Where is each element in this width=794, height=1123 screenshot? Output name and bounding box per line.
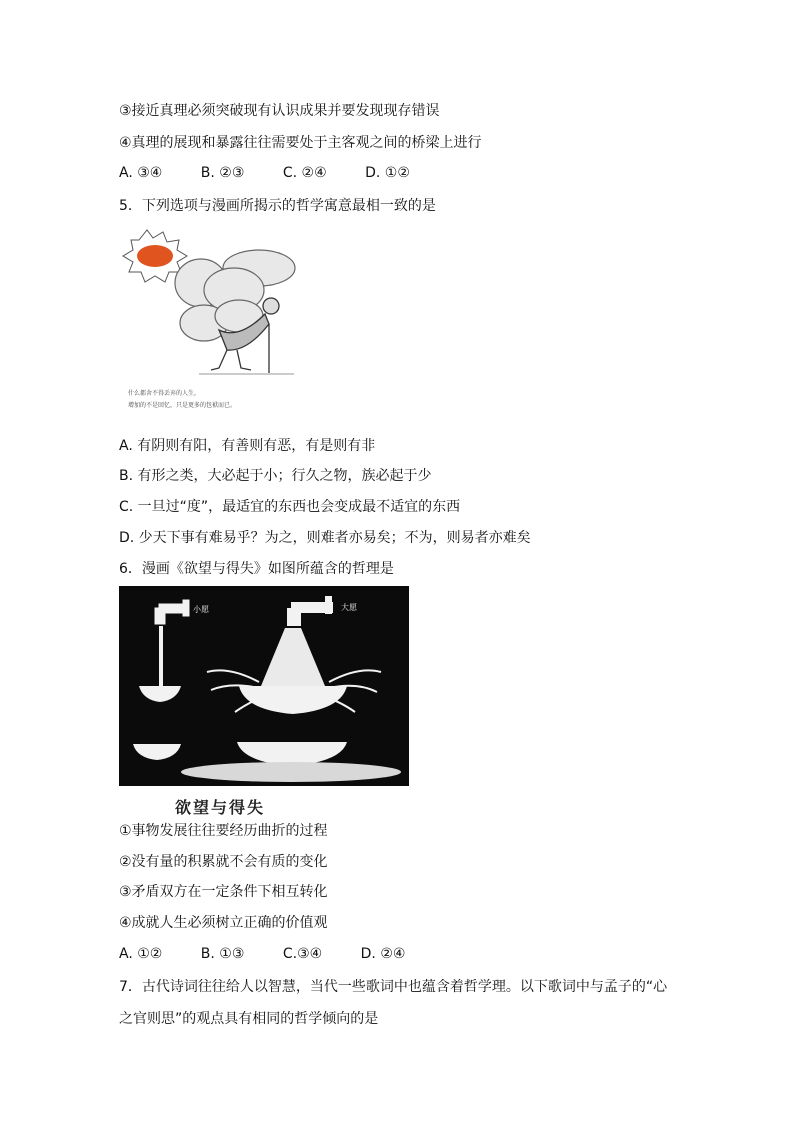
- q6-option-d[interactable]: D. ②④: [360, 946, 406, 962]
- desire-cartoon-drawing: [119, 586, 409, 786]
- q4-item-4: ④真理的展现和暴露往往需要处于主客观之间的桥梁上进行: [119, 135, 482, 151]
- big-faucet-label: 大愿: [341, 603, 357, 612]
- small-bowl-bottom: [133, 744, 181, 760]
- q5-option-b[interactable]: B. 有形之类，大必起于小；行久之物，族必起于少: [119, 468, 432, 484]
- q7-stem-line2: 之官则思”的观点具有相同的哲学倾向的是: [119, 1011, 379, 1027]
- q6-item-1: ①事物发展往往要经历曲折的过程: [119, 823, 328, 839]
- small-bowl-full: [139, 686, 181, 702]
- big-stream: [261, 628, 325, 686]
- small-faucet-icon: [155, 600, 189, 624]
- burden-cartoon-drawing: [119, 228, 312, 388]
- q5-stem: 5．下列选项与漫画所揭示的哲学寓意最相一致的是: [119, 198, 436, 214]
- q4-options: [119, 163, 410, 183]
- cartoon-caption-line2: 增加的不是回忆，只是更多的包袱而已。: [128, 402, 237, 409]
- q6-item-2: ②没有量的积累就不会有质的变化: [119, 854, 328, 870]
- q4-option-a[interactable]: A. ③④: [119, 165, 163, 181]
- q4-option-d[interactable]: D. ①②: [365, 165, 410, 181]
- q6-options: [119, 944, 405, 964]
- q5-option-a[interactable]: A. 有阴则有阳，有善则有恶，有是则有非: [119, 438, 376, 454]
- q4-option-b[interactable]: B. ②③: [200, 165, 245, 181]
- q6-stem: 6．漫画《欲望与得失》如图所蕴含的哲理是: [119, 561, 394, 577]
- q6-item-4: ④成就人生必须树立正确的价值观: [119, 915, 328, 931]
- q6-option-b[interactable]: B. ①③: [200, 946, 245, 962]
- q6-option-a[interactable]: A. ①②: [119, 946, 163, 962]
- q7-stem-line1: 7．古代诗词往往给人以智慧，当代一些歌词中也蕴含着哲学理。以下歌词中与孟子的“心: [119, 979, 668, 995]
- q4-option-c[interactable]: C. ②④: [282, 165, 327, 181]
- spilled-water: [181, 762, 401, 782]
- q6-item-3: ③矛盾双方在一定条件下相互转化: [119, 884, 328, 900]
- small-stream: [159, 626, 163, 688]
- q4-item-3: ③接近真理必须突破现有认识成果并要发现现存错误: [119, 103, 440, 119]
- q6-option-c[interactable]: C.③④: [282, 946, 323, 962]
- cartoon-caption-line1: 什么都舍不得丢弃的人生，: [128, 390, 201, 397]
- desire-cartoon-caption: 欲望与得失: [175, 798, 266, 817]
- burden-cartoon: [119, 228, 312, 418]
- big-faucet-icon: [287, 596, 333, 626]
- q5-option-d[interactable]: D. 少天下事有难易乎？为之，则难者亦易矣；不为，则易者亦难矣: [119, 530, 531, 546]
- small-faucet-label: 小愿: [193, 605, 209, 614]
- q5-option-c[interactable]: C. 一旦过“度”，最适宜的东西也会变成最不适宜的东西: [119, 499, 461, 515]
- big-bowl-overflow: [239, 686, 347, 714]
- desire-cartoon: [119, 586, 409, 786]
- bags-icon: [175, 250, 295, 341]
